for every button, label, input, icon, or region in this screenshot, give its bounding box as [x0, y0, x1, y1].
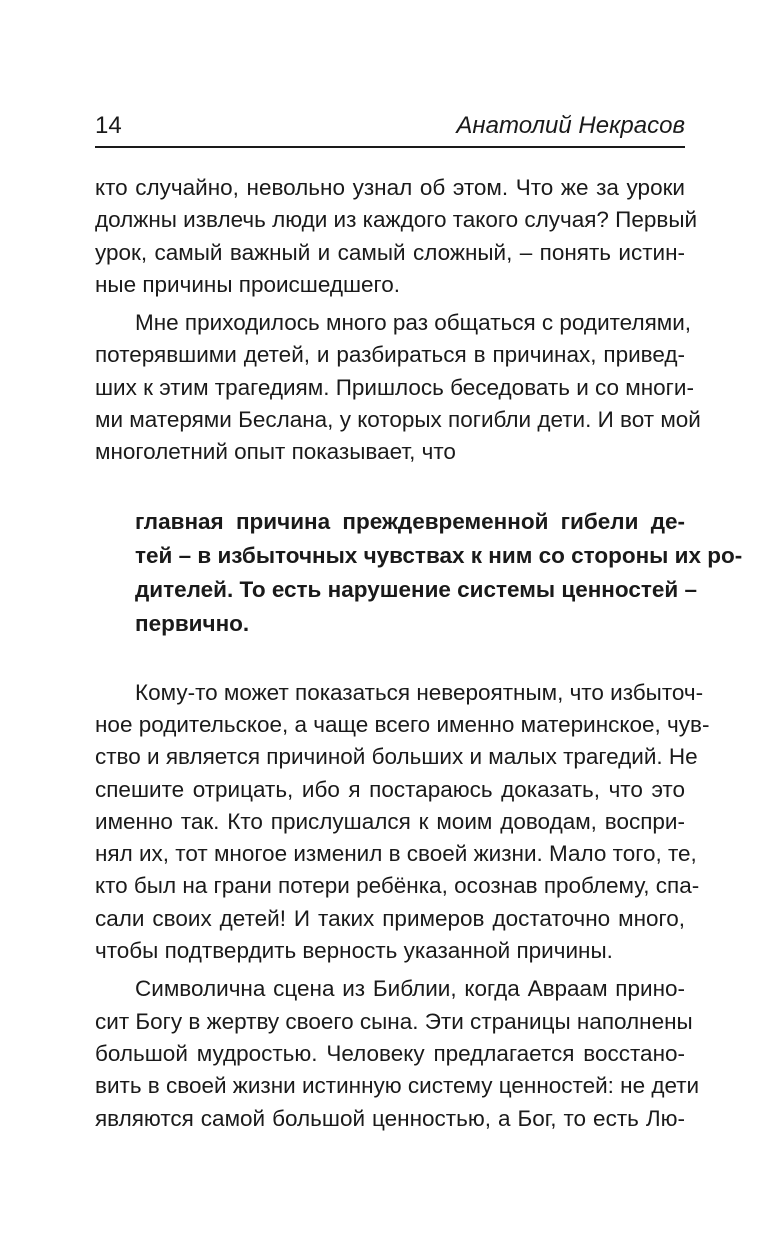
page-body — [95, 172, 743, 1135]
text-line: большой мудростью. Человеку предлагается восстано- — [95, 1040, 685, 1066]
paragraph-3 — [95, 677, 710, 968]
page-header — [95, 108, 685, 148]
text-line: потерявшими детей, и разбираться в причинах, привед- — [95, 342, 685, 368]
paragraph-1 — [95, 172, 698, 301]
paragraph-2 — [95, 307, 701, 468]
text-line: ное родительское, а чаще всего именно материнское, чув- — [95, 711, 710, 737]
text-line: именно так. Кто прислушался к моим доводам, воспри- — [95, 808, 685, 834]
text-line: кто был на грани потери ребёнка, осознав проблему, спа- — [95, 873, 700, 899]
text-line: ми матерями Беслана, у которых погибли дети. И вот мой — [95, 407, 701, 433]
running-title-author: Анатолий Некрасов — [456, 112, 685, 139]
text-line: Символична сцена из Библии, когда Авраам прино- — [135, 976, 685, 1002]
bold-highlight-block — [95, 505, 743, 641]
text-line: урок, самый важный и самый сложный, – понять истин- — [95, 239, 685, 265]
text-line: многолетний опыт показывает, что — [95, 439, 456, 465]
text-line: кто случайно, невольно узнал об этом. Что же за уроки — [95, 175, 685, 200]
text-line: сит Богу в жертву своего сына. Эти страницы наполнены — [95, 1008, 693, 1034]
text-line: ших к этим трагедиям. Пришлось беседовать и со многи- — [95, 374, 694, 400]
text-line: ные причины происшедшего. — [95, 271, 401, 297]
text-line: Мне приходилось много раз общаться с родителями, — [135, 310, 692, 336]
text-line: ство и является причиной больших и малых трагедий. Не — [95, 744, 698, 770]
bold-text-line: дителей. То есть нарушение системы ценностей – — [135, 576, 697, 602]
text-line: сали своих детей! И таких примеров достаточно много, — [95, 905, 685, 931]
bold-text-line: главная причина преждевременной гибели де- — [135, 508, 685, 534]
bold-text-line: тей – в избыточных чувствах к ним со стороны их ро- — [135, 542, 743, 568]
paragraph-4 — [95, 973, 700, 1134]
text-line: Кому-то может показаться невероятным, что избыточ- — [135, 679, 704, 705]
text-line: являются самой большой ценностью, а Бог, то есть Лю- — [95, 1105, 685, 1131]
page-number: 14 — [95, 112, 122, 139]
text-line: должны извлечь люди из каждого такого случая? Первый — [95, 207, 698, 233]
text-line: спешите отрицать, ибо я постараюсь доказать, что это — [95, 776, 685, 802]
text-line: нял их, тот многое изменил в своей жизни. Мало того, те, — [95, 841, 697, 867]
text-line: вить в своей жизни истинную систему ценностей: не дети — [95, 1073, 700, 1099]
bold-text-line: первично. — [135, 610, 250, 636]
text-line: чтобы подтвердить верность указанной причины. — [95, 938, 613, 964]
